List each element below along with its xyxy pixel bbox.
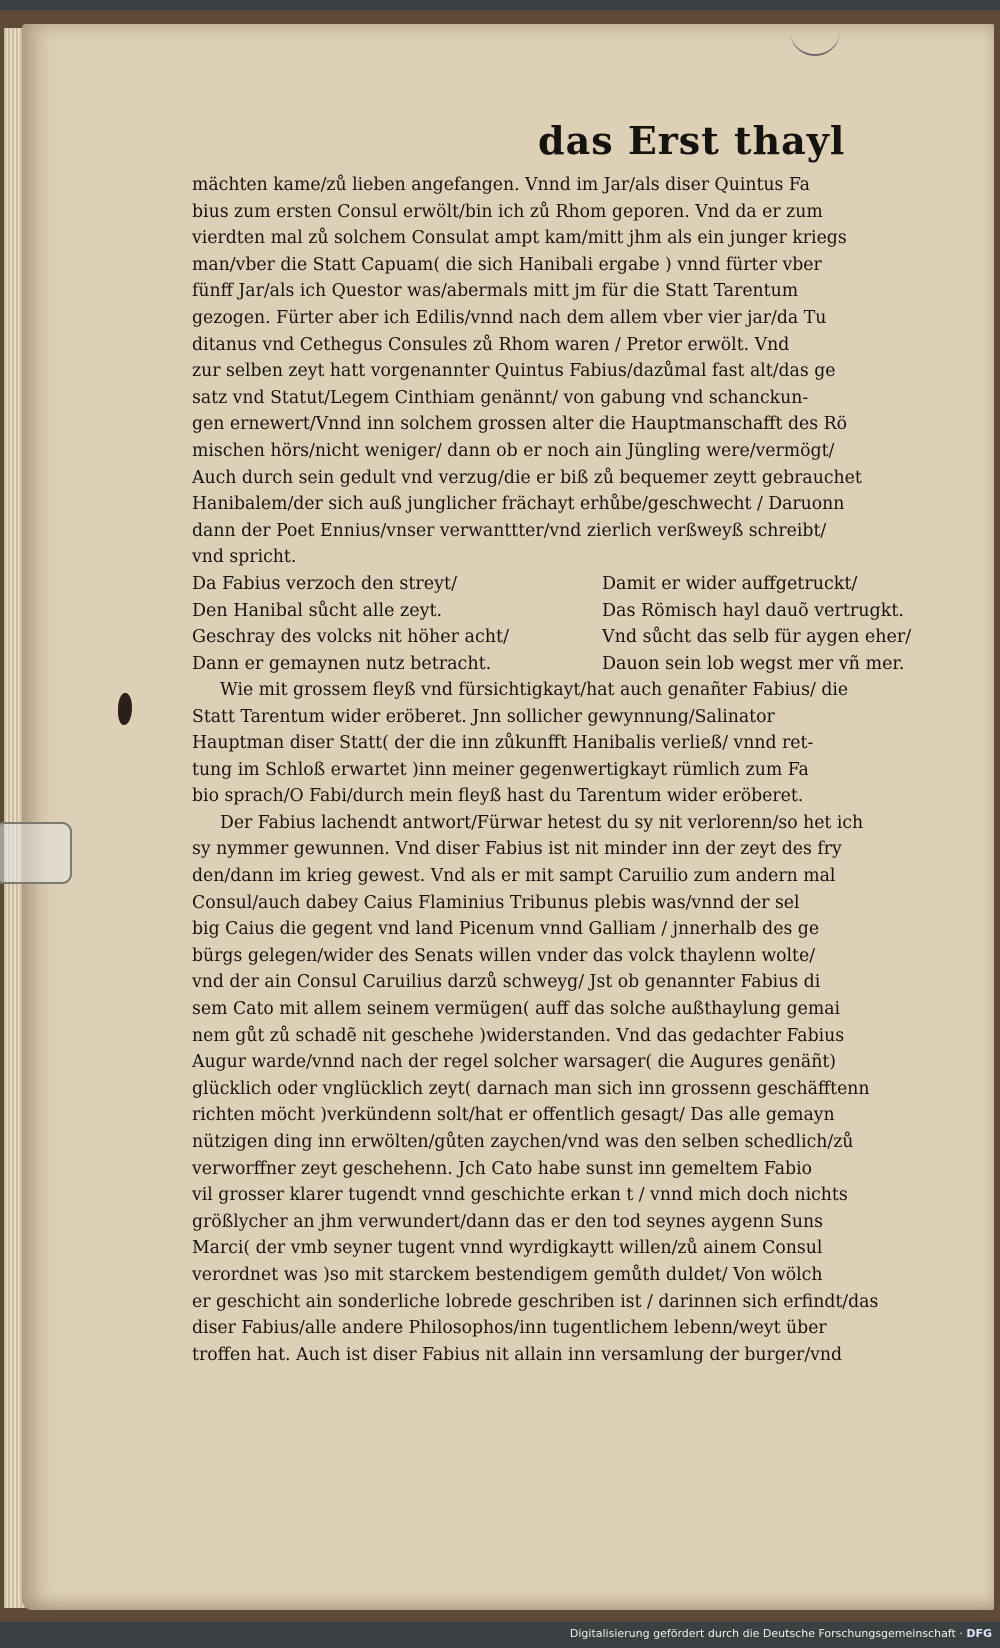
text-line: mischen hörs/nicht weniger/ dann ob er noch ain Jüngling were/vermögt/: [192, 440, 835, 461]
text-line: nem gůt zů schadẽ nit geschehe )widerstanden. Vnd das gedachter Fabius: [192, 1025, 845, 1046]
text-line: verordnet was )so mit starckem bestendigem gemůth duldet/ Von wölch: [192, 1264, 823, 1285]
text-line: Der Fabius lachendt antwort/Fürwar hetest du sy nit verlorenn/so het ich: [220, 812, 864, 833]
text-line: richten möcht )verkündenn solt/hat er offentlich gesagt/ Das alle gemayn: [192, 1105, 835, 1126]
dfg-logo: DFG: [966, 1627, 992, 1640]
text-line: mächten kame/zů lieben angefangen. Vnnd im Jar/als diser Quintus Fa: [192, 175, 810, 195]
paragraph-opening: [192, 172, 972, 571]
text-line: verworffner zeyt geschehenn. Jch Cato habe sunst inn gemeltem Fabio: [192, 1158, 812, 1179]
text-line: Vnd sůcht das selb für aygen eher/: [602, 627, 912, 648]
text-line: vil grosser klarer tugendt vnnd geschichte erkan t / vnnd mich doch nichts: [192, 1185, 848, 1206]
text-line: er geschicht ain sonderliche lobrede geschriben ist / darinnen sich erfindt/das: [192, 1291, 879, 1312]
text-line: Wie mit grossem fleyß vnd fürsichtigkayt/hat auch genañter Fabius/ die: [220, 679, 849, 700]
text-line: Da Fabius verzoch den streyt/: [192, 573, 457, 594]
text-line: glücklich oder vnglücklich zeyt( darnach man sich inn grossenn geschäfftenn: [192, 1078, 870, 1099]
text-line: nützigen ding inn erwölten/gůten zaychen/vnd was den selben schedlich/zů: [192, 1132, 854, 1152]
text-line: Dauon sein lob wegst mer vñ mer.: [602, 653, 905, 674]
text-line: bius zum ersten Consul erwölt/bin ich zů Rhom geporen. Vnd da er zum: [192, 201, 823, 222]
text-line: diser Fabius/alle andere Philosophos/inn tugentlichem lebenn/weyt über: [192, 1318, 827, 1339]
page-marker-strip: [0, 822, 72, 884]
main-text-block: [192, 172, 972, 1368]
text-line: big Caius die gegent vnd land Picenum vnnd Galliam / jnnerhalb des ge: [192, 919, 820, 940]
digitization-credit: Digitalisierung gefördert durch die Deutsche Forschungsgemeinschaft · DFG: [569, 1627, 992, 1640]
running-title: das Erst thayl: [538, 118, 846, 163]
text-line: Consul/auch dabey Caius Flaminius Tribunus plebis was/vnnd der sel: [192, 892, 800, 913]
text-line: tung im Schloß erwartet )inn meiner gegenwertigkayt rümlich zum Fa: [192, 759, 809, 780]
text-line: den/dann im krieg gewest. Vnd als er mit sampt Caruilio zum andern mal: [192, 866, 836, 887]
text-line: Auch durch sein gedult vnd verzug/die er biß zů bequemer zeytt gebrauchet: [192, 467, 862, 488]
text-line: bio sprach/O Fabi/durch mein fleyß hast du Tarentum wider eröberet.: [192, 786, 804, 807]
text-line: Geschray des volcks nit höher acht/: [192, 627, 509, 648]
verse-column-right: [602, 571, 911, 677]
text-line: gezogen. Fürter aber ich Edilis/vnnd nach dem allem vber vier jar/da Tu: [192, 307, 827, 328]
verse-block: [192, 571, 972, 677]
text-line: Den Hanibal sůcht alle zeyt.: [192, 600, 443, 621]
text-line: vnd der ain Consul Caruilius darzů schweyg/ Jst ob genannter Fabius di: [192, 972, 821, 993]
text-line: Marci( der vmb seyner tugent vnnd wyrdigkaytt willen/zů ainem Consul: [192, 1238, 823, 1259]
text-line: Hanibalem/der sich auß junglicher frächayt erhůbe/geschwecht / Daruonn: [192, 494, 845, 515]
text-line: Augur warde/vnnd nach der regel solcher warsager( die Augures genäñt): [192, 1052, 836, 1073]
text-line: vnd spricht.: [192, 547, 297, 568]
verse-column-left: [192, 571, 509, 677]
text-line: vierdten mal zů solchem Consulat ampt kam/mitt jhm als ein junger kriegs: [192, 228, 847, 249]
text-line: man/vber die Statt Capuam( die sich Hanibali ergabe ) vnnd fürter vber: [192, 254, 822, 275]
text-line: bürgs gelegen/wider des Senats willen vnder das volck thaylenn wolte/: [192, 945, 816, 966]
text-line: satz vnd Statut/Legem Cinthiam genännt/ von gabung vnd schanckun-: [192, 387, 809, 408]
text-line: fünff Jar/als ich Questor was/abermals mitt jm für die Statt Tarentum: [192, 281, 799, 302]
text-line: Das Römisch hayl dauõ vertrugkt.: [602, 600, 904, 621]
text-line: größlycher an jhm verwundert/dann das er den tod seynes aygenn Suns: [192, 1211, 823, 1232]
text-line: gen ernewert/Vnnd inn solchem grossen alter die Hauptmanschafft des Rö: [192, 414, 847, 435]
text-line: Damit er wider auffgetruckt/: [602, 573, 858, 594]
text-line: Hauptman diser Statt( der die inn zůkunfft Hanibalis verließ/ vnnd ret-: [192, 733, 814, 754]
text-line: Dann er gemaynen nutz betracht.: [192, 653, 492, 674]
paragraph-continuation: [192, 677, 972, 1368]
text-line: dann der Poet Ennius/vnser verwanttter/vnd zierlich verßweyß schreibt/: [192, 520, 827, 541]
credit-text: Digitalisierung gefördert durch die Deutsche Forschungsgemeinschaft: [569, 1627, 956, 1640]
text-line: zur selben zeyt hatt vorgenannter Quintus Fabius/dazůmal fast alt/das ge: [192, 361, 836, 382]
text-line: troffen hat. Auch ist diser Fabius nit allain inn versamlung der burger/vnd: [192, 1344, 843, 1365]
text-line: Statt Tarentum wider eröberet. Jnn sollicher gewynnung/Salinator: [192, 706, 775, 727]
text-line: sy nymmer gewunnen. Vnd diser Fabius ist nit minder inn der zeyt des fry: [192, 839, 842, 860]
text-line: sem Cato mit allem seinem vermügen( auff das solche außthaylung gemai: [192, 999, 841, 1020]
text-line: ditanus vnd Cethegus Consules zů Rhom waren / Pretor erwölt. Vnd: [192, 334, 790, 355]
